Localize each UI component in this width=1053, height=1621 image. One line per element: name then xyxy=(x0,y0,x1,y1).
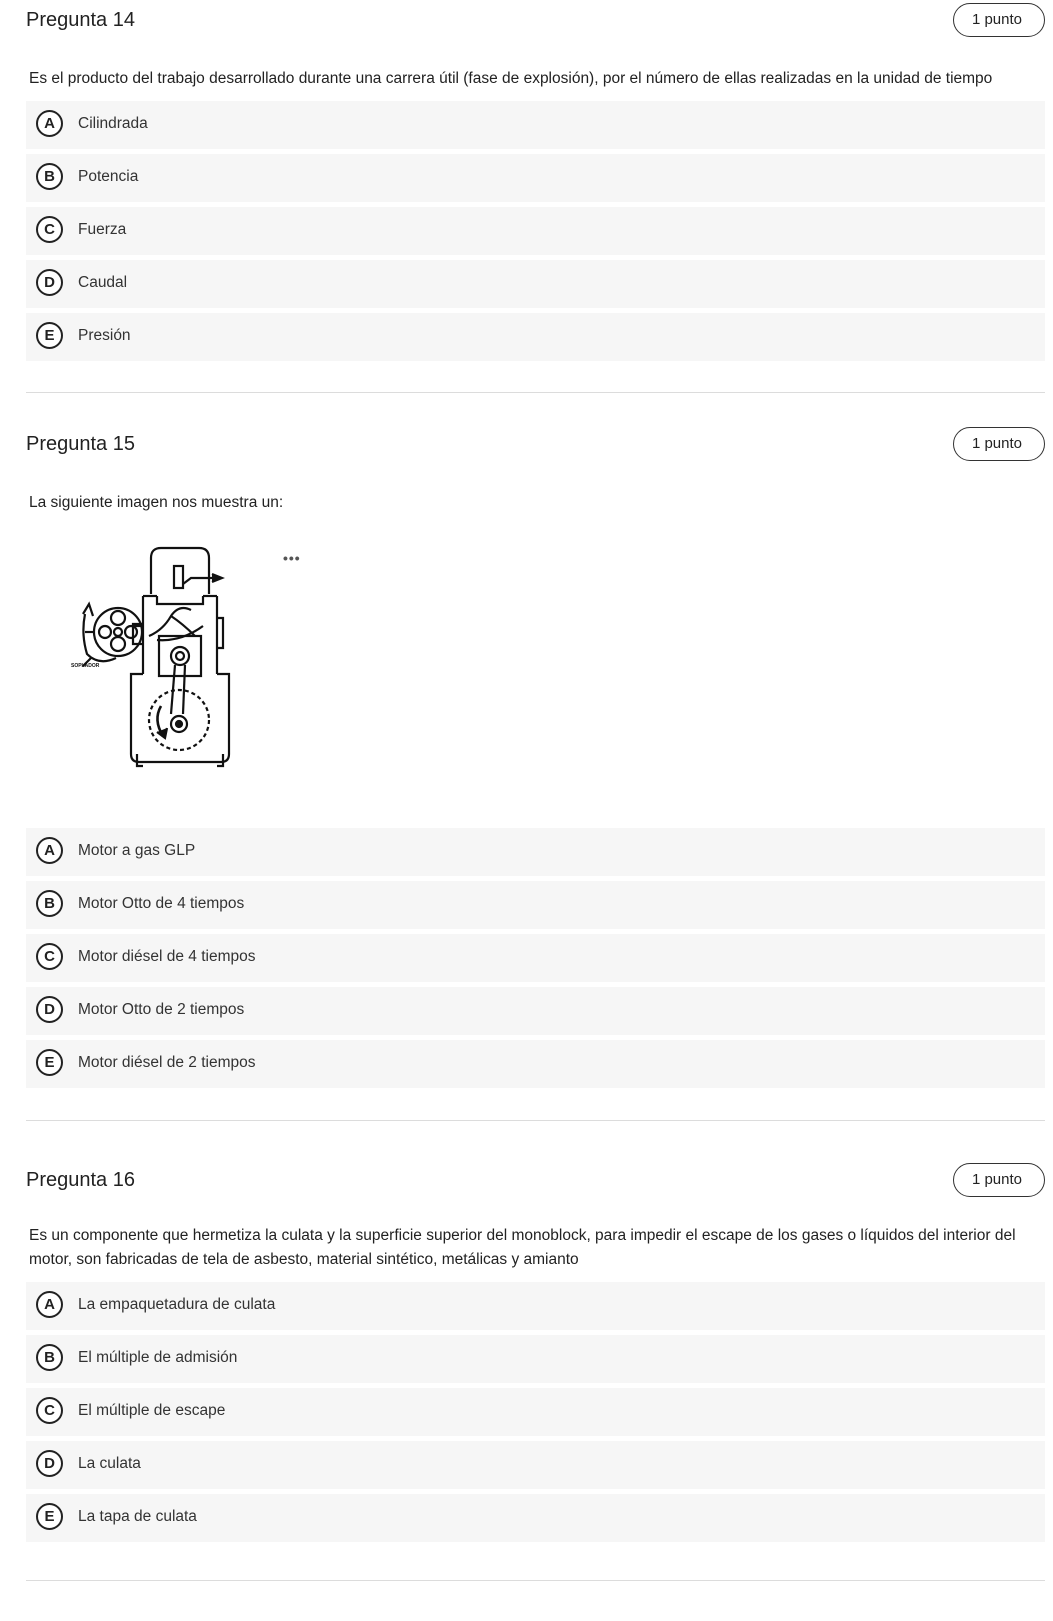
points-badge: 1 punto xyxy=(953,1163,1045,1197)
option-d[interactable] xyxy=(26,1441,1045,1489)
option-label: El múltiple de escape xyxy=(78,1402,226,1419)
option-b[interactable] xyxy=(26,881,1045,929)
option-e[interactable] xyxy=(26,1494,1045,1542)
question-header xyxy=(26,427,1045,463)
option-label: Motor diésel de 2 tiempos xyxy=(78,1054,256,1071)
question-14 xyxy=(26,3,1045,366)
option-a[interactable] xyxy=(26,101,1045,149)
option-label: La culata xyxy=(78,1455,141,1472)
more-options-icon[interactable]: ••• xyxy=(283,550,301,566)
option-d[interactable] xyxy=(26,260,1045,308)
divider xyxy=(26,392,1045,393)
question-text: Es un componente que hermetiza la culata y la superficie superior del monoblock, para impedir el escape de los gases o líquidos del interior del motor, son fabricadas de tela de asbesto, material sintético, metálicas y amianto xyxy=(29,1227,1016,1268)
option-a[interactable] xyxy=(26,828,1045,876)
option-label: Motor a gas GLP xyxy=(78,842,196,859)
points-badge: 1 punto xyxy=(953,427,1045,461)
option-letter: E xyxy=(36,1049,63,1076)
options-list xyxy=(26,1282,1045,1542)
option-label: Cilindrada xyxy=(78,115,148,132)
option-letter: B xyxy=(36,890,63,917)
option-label: Caudal xyxy=(78,274,128,291)
question-16 xyxy=(26,1163,1045,1547)
option-letter: D xyxy=(36,996,63,1023)
option-letter: C xyxy=(36,943,63,970)
divider xyxy=(26,1580,1045,1581)
option-label: Motor diésel de 4 tiempos xyxy=(78,948,256,965)
option-label: Motor Otto de 4 tiempos xyxy=(78,895,245,912)
option-c[interactable] xyxy=(26,934,1045,982)
question-title: Pregunta 14 xyxy=(26,9,135,31)
question-title: Pregunta 16 xyxy=(26,1169,135,1191)
option-b[interactable] xyxy=(26,154,1045,202)
option-label: Potencia xyxy=(78,168,139,185)
options-list xyxy=(26,101,1045,361)
options-list xyxy=(26,828,1045,1088)
question-title: Pregunta 15 xyxy=(26,433,135,455)
option-label: El múltiple de admisión xyxy=(78,1349,238,1366)
option-label: Motor Otto de 2 tiempos xyxy=(78,1001,245,1018)
option-letter: D xyxy=(36,269,63,296)
points-badge: 1 punto xyxy=(953,3,1045,37)
option-letter: D xyxy=(36,1450,63,1477)
option-b[interactable] xyxy=(26,1335,1045,1383)
question-header xyxy=(26,3,1045,39)
question-text: Es el producto del trabajo desarrollado durante una carrera útil (fase de explosión), por el número de ellas realizadas en la unidad de tiempo xyxy=(29,70,993,87)
option-e[interactable] xyxy=(26,313,1045,361)
question-header xyxy=(26,1163,1045,1199)
engine-diagram xyxy=(71,544,301,774)
option-letter: E xyxy=(36,1503,63,1530)
question-text: La siguiente imagen nos muestra un: xyxy=(29,494,284,511)
option-label: Fuerza xyxy=(78,221,127,238)
divider xyxy=(26,1120,1045,1121)
option-letter: C xyxy=(36,216,63,243)
option-letter: A xyxy=(36,837,63,864)
blower-label: SOPLADOR xyxy=(71,663,100,669)
option-d[interactable] xyxy=(26,987,1045,1035)
option-c[interactable] xyxy=(26,1388,1045,1436)
option-label: La empaquetadura de culata xyxy=(78,1296,276,1313)
option-letter: A xyxy=(36,110,63,137)
option-label: La tapa de culata xyxy=(78,1508,197,1525)
option-e[interactable] xyxy=(26,1040,1045,1088)
option-c[interactable] xyxy=(26,207,1045,255)
option-letter: E xyxy=(36,322,63,349)
option-a[interactable] xyxy=(26,1282,1045,1330)
engine-drawing xyxy=(71,544,271,774)
option-letter: B xyxy=(36,1344,63,1371)
option-letter: B xyxy=(36,163,63,190)
option-letter: C xyxy=(36,1397,63,1424)
question-15 xyxy=(26,427,1045,1093)
option-label: Presión xyxy=(78,327,131,344)
option-letter: A xyxy=(36,1291,63,1318)
